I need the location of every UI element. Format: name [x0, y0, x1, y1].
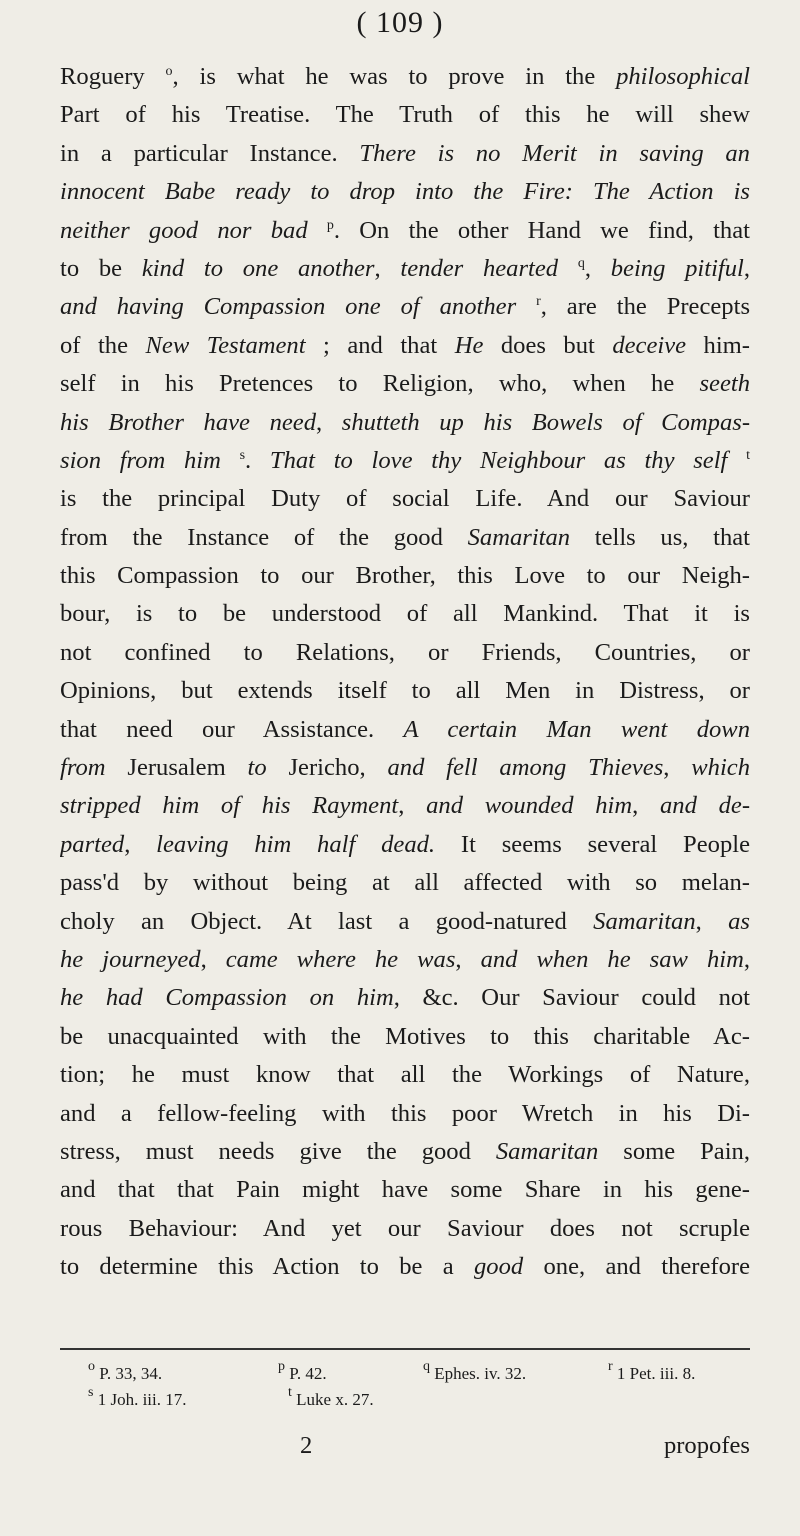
- text-run: [308, 217, 327, 244]
- text-run: A certain Man went down: [403, 715, 750, 743]
- text-line: [60, 941, 750, 979]
- text-run: from the Instance of the good: [60, 523, 468, 551]
- text-run: tender hearted: [400, 254, 559, 282]
- text-run: [727, 447, 746, 474]
- text-run: ,: [743, 254, 750, 282]
- text-line: [60, 595, 750, 633]
- text-run: bour, is to be understood of all Mankind. That it is: [60, 600, 750, 628]
- text-line: [60, 1248, 750, 1286]
- text-run: and wounded him: [426, 792, 633, 820]
- text-run: and fell among Thieves: [387, 754, 664, 782]
- text-line: [60, 173, 750, 211]
- text-run: parted: [60, 830, 125, 858]
- text-line: [60, 519, 750, 557]
- text-run: ; and that: [305, 331, 455, 359]
- text-run: .: [245, 446, 270, 474]
- text-line: [60, 135, 750, 173]
- text-run: Jerusalem: [105, 754, 248, 782]
- text-run: pass'd by without being at all affected with so melan-: [60, 869, 750, 897]
- text-run: neither good nor bad: [60, 216, 308, 244]
- text-run: kind to one another: [141, 254, 375, 282]
- text-run: some Pain,: [598, 1137, 750, 1165]
- text-run: be unacquainted with the Motives to this charitable Ac-: [60, 1022, 750, 1050]
- text-run: ,: [200, 945, 226, 973]
- text-run: He: [454, 331, 484, 359]
- text-run: seeth: [699, 370, 750, 398]
- text-line: [60, 787, 750, 825]
- text-line: [60, 1056, 750, 1094]
- text-run: ,: [632, 792, 660, 820]
- text-run: ,: [584, 254, 611, 282]
- text-run: of the: [60, 331, 146, 359]
- footnote-marker: r: [536, 294, 541, 310]
- text-run: rous Behaviour: And yet our Saviour does not scruple: [60, 1214, 750, 1242]
- catchword: propofes: [663, 1432, 750, 1459]
- text-run: . On the other Hand we find, that: [333, 216, 750, 244]
- text-run: that need our Assistance.: [60, 715, 404, 743]
- text-run: and that that Pain might have some Share in his gene-: [60, 1176, 750, 1204]
- text-line: [60, 711, 750, 749]
- text-run: [558, 255, 578, 282]
- text-run: is the principal Duty of social Life. And our Saviour: [60, 485, 750, 513]
- text-run: being pitiful: [610, 254, 744, 282]
- text-run: he had Compassion on him: [60, 984, 394, 1012]
- text-line: [60, 288, 750, 326]
- text-run: and a fellow-feeling with this poor Wretch in his Di-: [60, 1099, 750, 1127]
- text-run: ,: [455, 945, 481, 973]
- footnote-marker: o: [165, 64, 173, 79]
- text-run: ,: [316, 408, 342, 436]
- page-number: ( 109 ): [356, 6, 444, 39]
- text-run: ,: [374, 254, 401, 282]
- footnote-o: $^o$ P. 33, 34.: [88, 1359, 163, 1383]
- text-run: sion from him: [60, 446, 221, 474]
- text-line: [60, 480, 750, 518]
- text-line: [60, 749, 750, 787]
- text-run: Samaritan: [495, 1137, 599, 1165]
- text-line: [60, 1095, 750, 1133]
- text-run: innocent Babe ready to drop into the Fire: The Action is: [60, 178, 750, 206]
- text-run: Samaritan: [593, 907, 696, 935]
- text-run: self in his Pretences to Religion, who, when he: [60, 370, 700, 398]
- footnote-t: $^t$ Luke x. 27.: [288, 1385, 374, 1409]
- text-run: Samaritan: [467, 523, 571, 551]
- text-run: Roguery: [60, 63, 166, 90]
- text-line: [60, 864, 750, 902]
- text-run: Part of his Treatise. The Truth of this he will shew: [60, 101, 750, 129]
- text-line: [60, 826, 750, 864]
- text-line: [60, 250, 750, 288]
- text-run: , &c. Our Saviour could not: [393, 984, 750, 1012]
- text-run: leaving him half dead.: [156, 830, 436, 858]
- text-run: Jericho,: [266, 754, 388, 782]
- text-run: philosophical: [616, 63, 750, 90]
- text-run: which: [691, 754, 750, 782]
- text-run: he journeyed: [60, 945, 201, 973]
- footnote-marker: p: [326, 217, 334, 233]
- text-line: [60, 634, 750, 672]
- text-run: his Brother have need: [60, 408, 316, 436]
- text-line: [60, 327, 750, 365]
- text-run: choly an Object. At last a good-natured: [60, 907, 594, 935]
- text-run: in a particular Instance.: [60, 139, 360, 167]
- page-foot: [0, 1432, 800, 1472]
- text-run: to: [247, 754, 267, 782]
- footnote-marker: t: [746, 447, 750, 463]
- text-line: [60, 212, 750, 250]
- text-run: shutteth up his Bowels of Compas-: [341, 408, 750, 436]
- footnote-r: $^r$ 1 Pet. iii. 8.: [608, 1359, 696, 1383]
- text-run: came where he was: [225, 945, 456, 973]
- text-run: , is what he was to prove in the: [172, 63, 617, 90]
- text-run: There is no Merit in saving an: [359, 139, 750, 167]
- body-text: [60, 58, 750, 1287]
- footnote-marker: q: [577, 255, 585, 271]
- text-line: [60, 1210, 750, 1248]
- text-run: tion; he must know that all the Workings of Nature,: [60, 1061, 750, 1089]
- text-line: [60, 672, 750, 710]
- text-line: [60, 96, 750, 134]
- text-run: and de-: [660, 792, 750, 820]
- text-line: [60, 557, 750, 595]
- text-run: him-: [686, 331, 750, 359]
- text-run: not confined to Relations, or Friends, Countries, or: [60, 638, 750, 666]
- text-run: stripped him of his Rayment: [60, 792, 399, 820]
- text-run: does but: [483, 331, 613, 359]
- text-run: as: [728, 907, 750, 935]
- text-run: this Compassion to our Brother, this Love to our Neigh-: [60, 562, 750, 590]
- footnote-marker: s: [239, 447, 246, 463]
- text-run: and when he saw him: [480, 945, 744, 973]
- text-run: ,: [398, 792, 427, 820]
- text-line: [60, 979, 750, 1017]
- text-line: [60, 365, 750, 403]
- footnote-rule: [60, 1348, 750, 1350]
- text-line: [60, 442, 750, 480]
- text-run: New Testament: [145, 331, 306, 359]
- text-run: , are the Precepts: [540, 293, 750, 321]
- footnote-p: $^p$ P. 42.: [278, 1359, 327, 1383]
- text-run: Opinions, but extends itself to all Men in Distress, or: [60, 677, 750, 705]
- text-run: good: [473, 1253, 524, 1281]
- footnote-q: $^q$ Ephes. iv. 32.: [423, 1359, 527, 1383]
- text-run: deceive: [612, 331, 687, 359]
- text-run: and having Compassion one of another: [60, 293, 517, 321]
- text-run: one, and therefore: [523, 1253, 750, 1281]
- signature-mark: 2: [300, 1432, 313, 1459]
- text-run: ,: [743, 945, 750, 973]
- text-run: tells us, that: [570, 523, 750, 551]
- text-line: [60, 1171, 750, 1209]
- text-run: ,: [695, 907, 729, 935]
- text-run: ,: [663, 754, 692, 782]
- text-line: [60, 404, 750, 442]
- text-line: [60, 1018, 750, 1056]
- text-line: [60, 58, 750, 96]
- text-run: ,: [124, 830, 157, 858]
- text-run: stress, must needs give the good: [60, 1137, 496, 1165]
- text-run: [516, 293, 536, 320]
- text-run: [221, 447, 240, 474]
- text-run: to determine this Action to be a: [60, 1253, 474, 1281]
- footnote-s: $^s$ 1 Joh. iii. 17.: [88, 1385, 187, 1409]
- text-run: That to love thy Neighbour as thy self: [269, 446, 728, 474]
- text-line: [60, 1133, 750, 1171]
- text-run: to be: [60, 254, 142, 282]
- text-run: from: [60, 754, 106, 782]
- text-line: [60, 903, 750, 941]
- text-run: It seems several People: [435, 830, 750, 858]
